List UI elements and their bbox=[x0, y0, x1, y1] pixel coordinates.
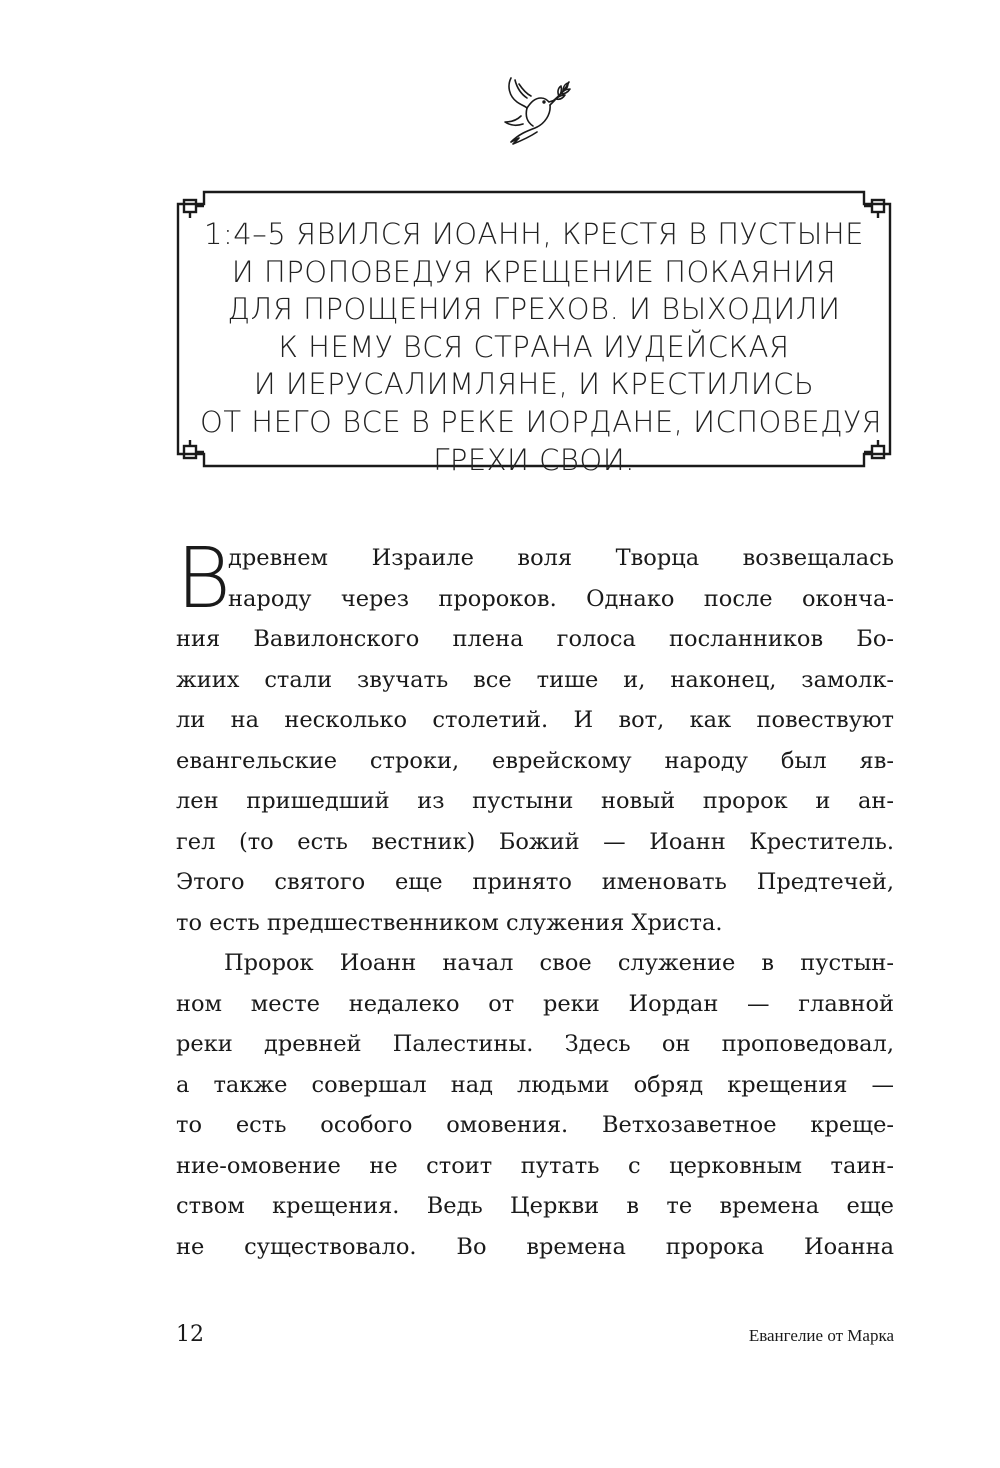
text-line: народу через пророков. Однако после оконча- bbox=[228, 585, 894, 612]
text-line: ли на несколько столетий. И вот, как повествуют bbox=[176, 707, 894, 733]
page-number: 12 bbox=[176, 1322, 204, 1347]
text-line: древнем Израиле воля Творца возвещалась bbox=[228, 545, 894, 571]
text-line: то есть особого омовения. Ветхозаветное креще- bbox=[176, 1112, 894, 1138]
text-line: ния Вавилонского плена голоса посланников Бо- bbox=[176, 626, 894, 652]
text-line: реки древней Палестины. Здесь он проповедовал, bbox=[176, 1031, 894, 1057]
quote-line: ОТ НЕГО ВСЕ В РЕКЕ ИОРДАНЕ, ИСПОВЕДУЯ bbox=[200, 404, 883, 439]
text-line: Этого святого еще принято именовать Предтечей, bbox=[176, 869, 894, 895]
scripture-quote bbox=[200, 216, 883, 479]
text-line: евангельские строки, еврейскому народу был яв- bbox=[176, 747, 894, 774]
text-line: жиих стали звучать все тише и, наконец, замолк- bbox=[176, 666, 894, 693]
body-text bbox=[176, 529, 894, 1267]
text-line: то есть предшественником служения Христа. bbox=[176, 909, 723, 936]
text-line: не существовало. Во времена пророка Иоанна bbox=[176, 1233, 894, 1260]
text-line: ном месте недалеко от реки Иордан — главной bbox=[176, 990, 894, 1017]
quote-line: ГРЕХИ СВОИ. bbox=[433, 442, 635, 477]
running-title: Евангелие от Марка bbox=[748, 1326, 894, 1345]
text-line: Пророк Иоанн начал свое служение в пустын- bbox=[224, 950, 894, 976]
quote-line: 1:4–5 ЯВИЛСЯ ИОАНН, КРЕСТЯ В ПУСТЫНЕ bbox=[204, 217, 864, 251]
quote-line: К НЕМУ ВСЯ СТРАНА ИУДЕЙСКАЯ bbox=[278, 329, 790, 364]
quote-line: И ИЕРУСАЛИМЛЯНЕ, И КРЕСТИЛИСЬ bbox=[253, 367, 815, 402]
quote-line: ДЛЯ ПРОЩЕНИЯ ГРЕХОВ. И ВЫХОДИЛИ bbox=[227, 292, 841, 327]
quote-line: И ПРОПОВЕДУЯ КРЕЩЕНИЕ ПОКАЯНИЯ bbox=[231, 254, 837, 289]
text-line: гел (то есть вестник) Божий — Иоанн Креститель. bbox=[176, 828, 894, 855]
text-line: ством крещения. Ведь Церкви в те времена еще bbox=[176, 1193, 894, 1219]
text-line: лен пришедший из пустыни новый пророк и ан- bbox=[176, 788, 894, 814]
text-line: ние-омовение не стоит путать с церковным таин- bbox=[176, 1152, 894, 1179]
text-line: а также совершал над людьми обряд крещения — bbox=[176, 1071, 894, 1098]
dove-with-olive-branch-icon bbox=[497, 76, 573, 146]
drop-cap: В bbox=[176, 529, 232, 627]
